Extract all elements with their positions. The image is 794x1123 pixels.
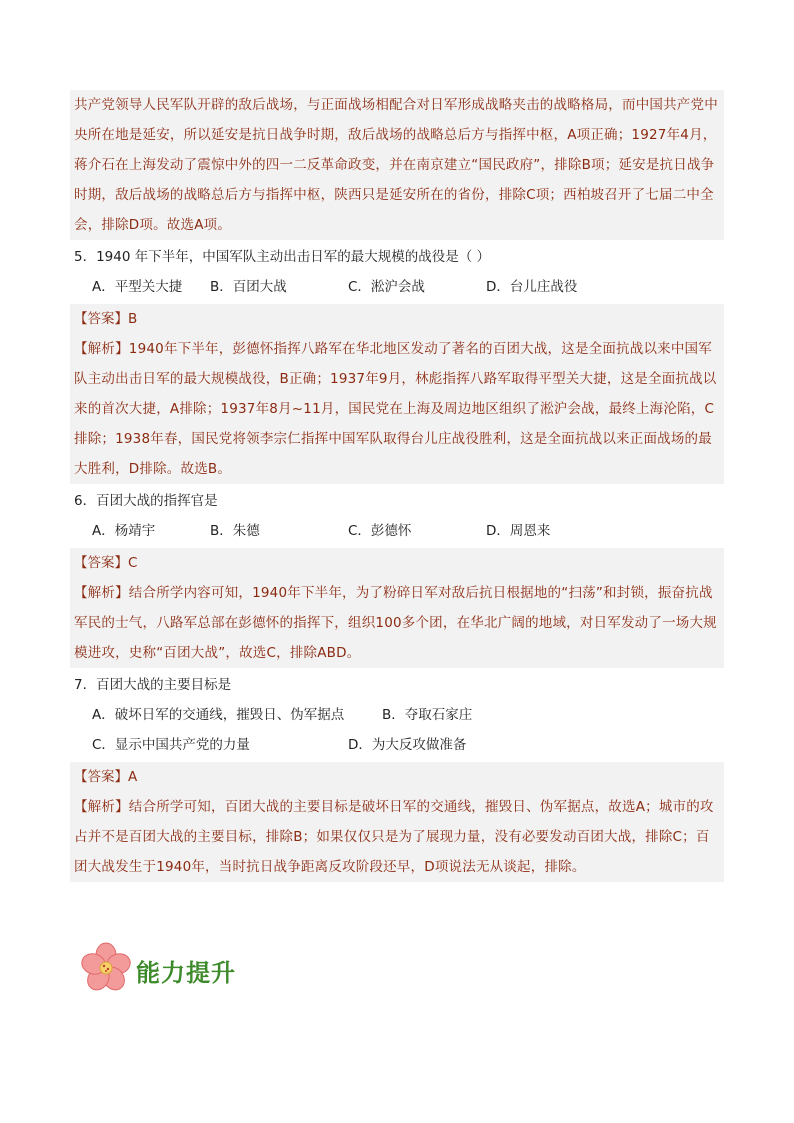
- option-c: C．淞沪会战: [348, 279, 425, 295]
- question-7: [70, 670, 724, 882]
- question-stem: 5．1940 年下半年，中国军队主动出击日军的最大规模的战役是（ ）: [74, 249, 491, 265]
- analysis-continuation: 共产党领导人民军队开辟的敌后战场，与正面战场相配合对日军形成战略夹击的战略格局，而中国共产党中央所在地是延安，所以延安是抗日战争时期，敌后战场的战略总后方与指挥中枢，A项正确；1927年4月，蒋介石在上海发动了震惊中外的四一二反革命政变，并在南京建立“国民政府”，排除B项；延安是抗日战争时期，敌后战场的战略总后方与指挥中枢，陕西只是延安所在的省份，排除C项；西柏坡召开了七届二中全会，排除D项。故选A项。: [70, 90, 724, 240]
- section-header: [78, 940, 236, 1000]
- analysis-text: 【解析】结合所学可知，百团大战的主要目标是破坏日军的交通线，摧毁日、伪军据点，故选A；城市的攻占并不是百团大战的主要目标，排除B；如果仅仅只是为了展现力量，没有必要发动百团大战，排除C；百团大战发生于1940年，当时抗日战争距离反攻阶段还早，D项说法无从谈起，排除。: [70, 792, 724, 882]
- option-b: B．朱德: [210, 523, 260, 539]
- question-5: [70, 242, 724, 484]
- option-a: A．杨靖宇: [92, 523, 156, 539]
- answer-label: 【答案】A: [70, 762, 724, 792]
- option-b: B．夺取石家庄: [382, 707, 473, 723]
- option-d: D．为大反攻做准备: [348, 737, 467, 753]
- option-c: C．显示中国共产党的力量: [92, 737, 250, 753]
- analysis-text: 【解析】结合所学内容可知，1940年下半年，为了粉碎日军对敌后抗日根据地的“扫荡”和封锁，振奋抗战军民的士气，八路军总部在彭德怀的指挥下，组织100多个团，在华北广阔的地域，对日军发动了一场大规模进攻，史称“百团大战”，故选C，排除ABD。: [70, 578, 724, 668]
- document-page: [70, 90, 724, 882]
- answer-label: 【答案】C: [70, 548, 724, 578]
- option-a: A．破坏日军的交通线，摧毁日、伪军据点: [92, 707, 345, 723]
- question-stem: 6．百团大战的指挥官是: [74, 493, 218, 509]
- section-title: 能力提升: [136, 958, 236, 987]
- answer-label: 【答案】B: [70, 304, 724, 334]
- analysis-text: 【解析】1940年下半年，彭德怀指挥八路军在华北地区发动了著名的百团大战，这是全面抗战以来中国军队主动出击日军的最大规模战役，B正确；1937年9月，林彪指挥八路军取得平型关大捷，这是全面抗战以来的首次大捷，A排除；1937年8月~11月，国民党在上海及周边地区组织了淞沪会战，最终上海沦陷，C排除；1938年春，国民党将领李宗仁指挥中国军队取得台儿庄战役胜利，这是全面抗战以来正面战场的最大胜利，D排除。故选B。: [70, 334, 724, 484]
- option-b: B．百团大战: [210, 279, 287, 295]
- option-d: D．周恩来: [486, 523, 551, 539]
- option-row-1: [70, 700, 724, 730]
- pink-flower-icon: [78, 940, 134, 1000]
- question-6: [70, 486, 724, 668]
- option-c: C．彭德怀: [348, 523, 412, 539]
- option-list: [70, 516, 724, 546]
- option-a: A．平型关大捷: [92, 279, 183, 295]
- option-d: D．台儿庄战役: [486, 279, 578, 295]
- question-stem: 7．百团大战的主要目标是: [74, 677, 232, 693]
- option-row-2: [70, 730, 724, 760]
- option-list: [70, 272, 724, 302]
